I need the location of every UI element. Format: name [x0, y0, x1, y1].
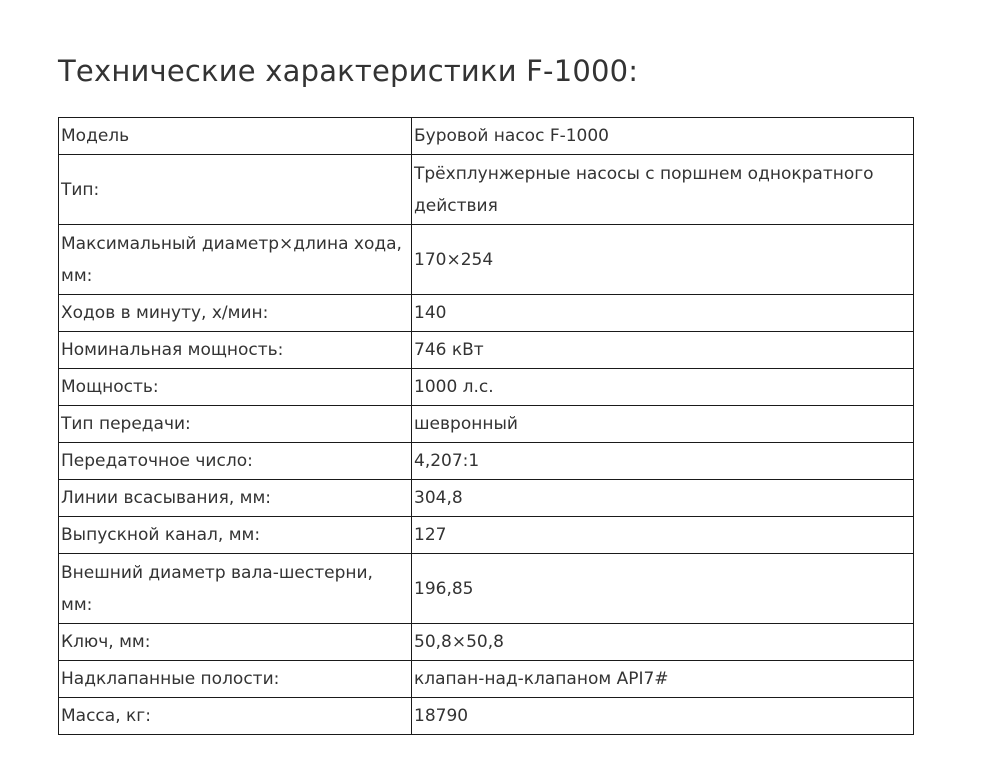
- table-row: [59, 406, 914, 443]
- spec-value: 4,207:1: [412, 443, 914, 480]
- spec-value: 1000 л.с.: [412, 369, 914, 406]
- table-row: [59, 661, 914, 698]
- spec-label: Максимальный диаметр×длина хода, мм:: [59, 225, 412, 295]
- table-row: [59, 155, 914, 225]
- specs-table: [58, 117, 914, 735]
- spec-label: Модель: [59, 118, 412, 155]
- table-row: [59, 517, 914, 554]
- spec-label: Надклапанные полости:: [59, 661, 412, 698]
- spec-label: Передаточное число:: [59, 443, 412, 480]
- table-row: [59, 225, 914, 295]
- spec-value: Буровой насос F-1000: [412, 118, 914, 155]
- spec-value: 50,8×50,8: [412, 624, 914, 661]
- table-row: [59, 624, 914, 661]
- table-row: [59, 332, 914, 369]
- spec-value: 127: [412, 517, 914, 554]
- spec-label: Тип передачи:: [59, 406, 412, 443]
- spec-label: Номинальная мощность:: [59, 332, 412, 369]
- spec-value: 170×254: [412, 225, 914, 295]
- spec-value: 196,85: [412, 554, 914, 624]
- spec-label: Масса, кг:: [59, 698, 412, 735]
- table-row: [59, 443, 914, 480]
- table-row: [59, 369, 914, 406]
- spec-label: Мощность:: [59, 369, 412, 406]
- spec-label: Выпускной канал, мм:: [59, 517, 412, 554]
- table-row: [59, 480, 914, 517]
- spec-value: Трёхплунжерные насосы с поршнем однократного действия: [412, 155, 914, 225]
- table-row: [59, 295, 914, 332]
- page-title: Технические характеристики F-1000:: [58, 54, 639, 88]
- spec-value: шевронный: [412, 406, 914, 443]
- spec-value: клапан-над-клапаном API7#: [412, 661, 914, 698]
- table-row: [59, 554, 914, 624]
- spec-label: Тип:: [59, 155, 412, 225]
- spec-value: 746 кВт: [412, 332, 914, 369]
- spec-label: Ключ, мм:: [59, 624, 412, 661]
- table-row: [59, 118, 914, 155]
- spec-label: Внешний диаметр вала-шестерни, мм:: [59, 554, 412, 624]
- spec-value: 140: [412, 295, 914, 332]
- spec-value: 304,8: [412, 480, 914, 517]
- spec-label: Ходов в минуту, х/мин:: [59, 295, 412, 332]
- spec-value: 18790: [412, 698, 914, 735]
- spec-label: Линии всасывания, мм:: [59, 480, 412, 517]
- table-row: [59, 698, 914, 735]
